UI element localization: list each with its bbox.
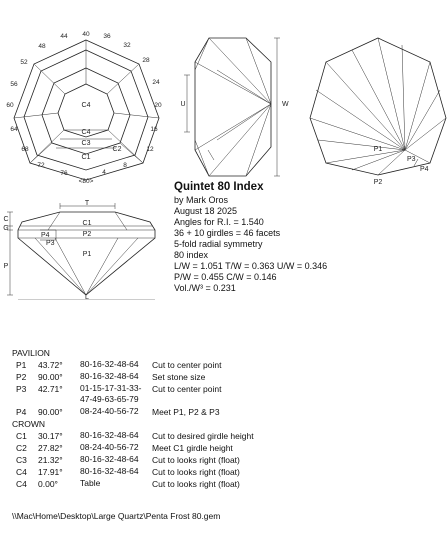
facet-index: 01-15-17-31-33-47-49-63-65-79 [80, 383, 142, 404]
facet-label: C4 [81, 129, 91, 136]
facet-label: C3 [81, 140, 91, 147]
index-label: 64 [10, 126, 18, 133]
design-info [174, 180, 444, 294]
index-label: 28 [142, 57, 150, 64]
facet-angle: 90.00° [38, 407, 63, 417]
facet-label: P1 [82, 251, 92, 258]
side-view [180, 38, 289, 176]
facet-angle: 17.91° [38, 467, 63, 477]
facet-desc: Cut to looks right (float) [152, 479, 240, 489]
facet-index: 08-24-40-56-72 [80, 442, 139, 452]
facet-label: C2 [112, 146, 122, 153]
facet-desc: Meet P1, P2 & P3 [152, 407, 220, 417]
pavilion-bottom-view [310, 38, 446, 186]
facet-angle: 0.00° [38, 479, 58, 489]
index-label: 4 [102, 169, 106, 176]
dimension-label: L [85, 294, 89, 300]
info-line: 5-fold radial symmetry [174, 239, 263, 249]
index-label: 44 [60, 33, 68, 40]
facet-name: P2 [16, 372, 27, 382]
info-line: Vol./W³ = 0.231 [174, 283, 236, 293]
profile-view [3, 200, 155, 300]
info-line: 80 index [174, 250, 209, 260]
dimension-label: P [3, 263, 9, 270]
facet-row [12, 478, 442, 490]
facet-angle: 30.17° [38, 431, 63, 441]
facet-desc: Cut to center point [152, 384, 222, 394]
facet-label: P2 [82, 231, 92, 238]
facet-desc: Set stone size [152, 372, 206, 382]
facet-row [12, 442, 442, 454]
facet-index: 80-16-32-48-64 [80, 371, 139, 381]
facet-desc: Cut to looks right (float) [152, 467, 240, 477]
facet-index: 80-16-32-48-64 [80, 466, 139, 476]
facet-name: C4 [16, 467, 27, 477]
facet-label: P2 [373, 179, 383, 186]
facet-label: P4 [420, 166, 429, 173]
facet-angle: 90.00° [38, 372, 63, 382]
index-label: 56 [10, 81, 18, 88]
facet-table [12, 347, 442, 490]
facet-label: P1 [373, 146, 383, 153]
facet-index: Table [80, 478, 101, 488]
facet-name: C2 [16, 443, 27, 453]
facet-index: 08-24-40-56-72 [80, 406, 139, 416]
index-label: 36 [103, 33, 111, 40]
facet-row [12, 430, 442, 442]
facet-index: 80-16-32-48-64 [80, 430, 139, 440]
info-line: 36 + 10 girdles = 46 facets [174, 228, 281, 238]
dimension-label: G [3, 225, 9, 232]
facet-row [12, 466, 442, 478]
index-marker: <80> [78, 178, 94, 185]
file-path: \\Mac\Home\Desktop\Large Quartz\Penta Frost 80.gem [12, 511, 221, 521]
index-label: 20 [154, 102, 162, 109]
facet-name: C4 [16, 479, 27, 489]
dimension-label: U [180, 101, 186, 108]
dimension-label: W [282, 101, 289, 108]
facet-label: P4 [41, 232, 50, 239]
facet-angle: 42.71° [38, 384, 63, 394]
facet-label: C4 [81, 102, 91, 109]
facet-row [12, 383, 442, 406]
index-label: 8 [123, 162, 127, 169]
index-label: 24 [152, 79, 160, 86]
info-line: L/W = 1.051 T/W = 0.363 U/W = 0.346 [174, 261, 328, 271]
facet-angle: 27.82° [38, 443, 63, 453]
facet-desc: Meet C1 girdle height [152, 443, 233, 453]
facet-row [12, 454, 442, 466]
index-label: 52 [20, 59, 28, 66]
info-line: August 18 2025 [174, 206, 238, 216]
facet-angle: 43.72° [38, 360, 63, 370]
facet-desc: Cut to desired girdle height [152, 431, 254, 441]
facet-angle: 21.32° [38, 455, 63, 465]
facet-name: C1 [16, 431, 27, 441]
facet-desc: Cut to center point [152, 360, 222, 370]
facet-label: P3 [46, 240, 55, 247]
index-label: 68 [21, 146, 29, 153]
facet-label: C1 [82, 220, 92, 227]
info-line: by Mark Oros [174, 195, 229, 205]
facet-index: 80-16-32-48-64 [80, 359, 139, 369]
dimension-label: C [3, 216, 9, 223]
index-label: 12 [146, 146, 154, 153]
facet-desc: Cut to looks right (float) [152, 455, 240, 465]
facet-row [12, 359, 442, 371]
dimension-label: T [84, 200, 90, 207]
index-label: 40 [82, 31, 90, 38]
index-label: 60 [6, 102, 14, 109]
facet-name: C3 [16, 455, 27, 465]
index-label: 48 [38, 43, 46, 50]
design-title: Quintet 80 Index [174, 181, 264, 193]
info-line: P/W = 0.455 C/W = 0.146 [174, 272, 277, 282]
crown-facet-labels [82, 102, 122, 161]
facet-row [12, 371, 442, 383]
index-label: 32 [123, 42, 131, 49]
facet-label: P3 [407, 156, 416, 163]
index-label: 72 [37, 162, 45, 169]
info-line: Angles for R.I. = 1.540 [174, 217, 264, 227]
facet-label: C1 [81, 154, 91, 161]
pavilion-heading: PAVILION [12, 348, 50, 358]
facet-name: P4 [16, 407, 27, 417]
index-label: 76 [60, 170, 68, 177]
facet-name: P3 [16, 384, 27, 394]
crown-heading: CROWN [12, 419, 46, 429]
facet-name: P1 [16, 360, 27, 370]
index-label: 16 [150, 126, 158, 133]
facet-row [12, 406, 442, 418]
facet-index: 80-16-32-48-64 [80, 454, 139, 464]
